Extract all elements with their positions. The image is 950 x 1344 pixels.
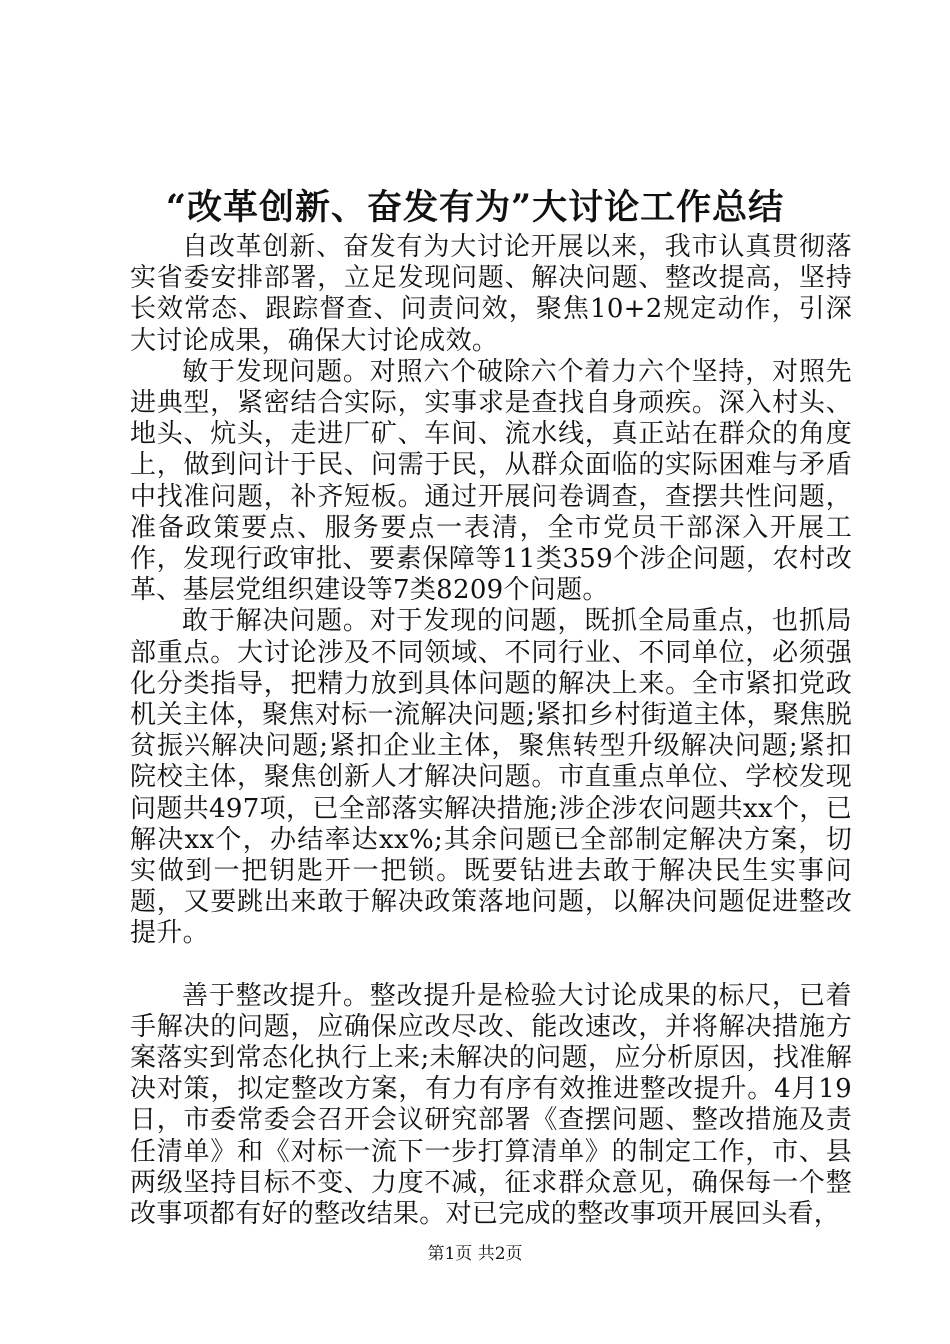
page-footer: 第1页 共2页 xyxy=(427,1244,523,1264)
document-title: “改革创新、奋发有为”大讨论工作总结 xyxy=(165,187,785,228)
paragraph-rectify-improve: 善于整改提升。整改提升是检验大讨论成果的标尺，已着手解决的问题，应确保应改尽改、能改速改，并将解决措施方案落实到常态化执行上来;未解决的问题，应分析原因，找准解决对策，拟定整改方案，有力有序有效推进整改提升。4月19日，市委常委会召开会议研究部署《查摆问题、整改措施及责任清单》和《对标一流下一步打算清单》的制定工作，市、县两级坚持目标不变、力度不减，征求群众意见，确保每一个整改事项都有好的整改结果。对已完成的整改事项开展回头看， xyxy=(130,980,852,1230)
document-body xyxy=(130,232,852,1230)
paragraph-intro: 自改革创新、奋发有为大讨论开展以来，我市认真贯彻落实省委安排部署，立足发现问题、解决问题、整改提高，坚持长效常态、跟踪督查、问责问效，聚焦10+2规定动作，引深大讨论成果，确保大讨论成效。 xyxy=(130,232,852,356)
paragraph-spacer xyxy=(130,950,852,981)
paragraph-solve-problems: 敢于解决问题。对于发现的问题，既抓全局重点，也抓局部重点。大讨论涉及不同领域、不同行业、不同单位，必须强化分类指导，把精力放到具体问题的解决上来。全市紧扣党政机关主体，聚焦对标一流解决问题;紧扣乡村街道主体，聚焦脱贫振兴解决问题;紧扣企业主体，聚焦转型升级解决问题;紧扣院校主体，聚焦创新人才解决问题。市直重点单位、学校发现问题共497项，已全部落实解决措施;涉企涉农问题共xx个，已解决xx个，办结率达xx%;其余问题已全部制定解决方案，切实做到一把钥匙开一把锁。既要钻进去敢于解决民生实事问题，又要跳出来敢于解决政策落地问题，以解决问题促进整改提升。 xyxy=(130,606,852,949)
paragraph-discover-problems: 敏于发现问题。对照六个破除六个着力六个坚持，对照先进典型，紧密结合实际，实事求是查找自身顽疾。深入村头、地头、炕头，走进厂矿、车间、流水线，真正站在群众的角度上，做到问计于民、问需于民，从群众面临的实际困难与矛盾中找准问题，补齐短板。通过开展问卷调查，查摆共性问题，准备政策要点、服务要点一表清，全市党员干部深入开展工作，发现行政审批、要素保障等11类359个涉企问题，农村改革、基层党组织建设等7类8209个问题。 xyxy=(130,356,852,606)
